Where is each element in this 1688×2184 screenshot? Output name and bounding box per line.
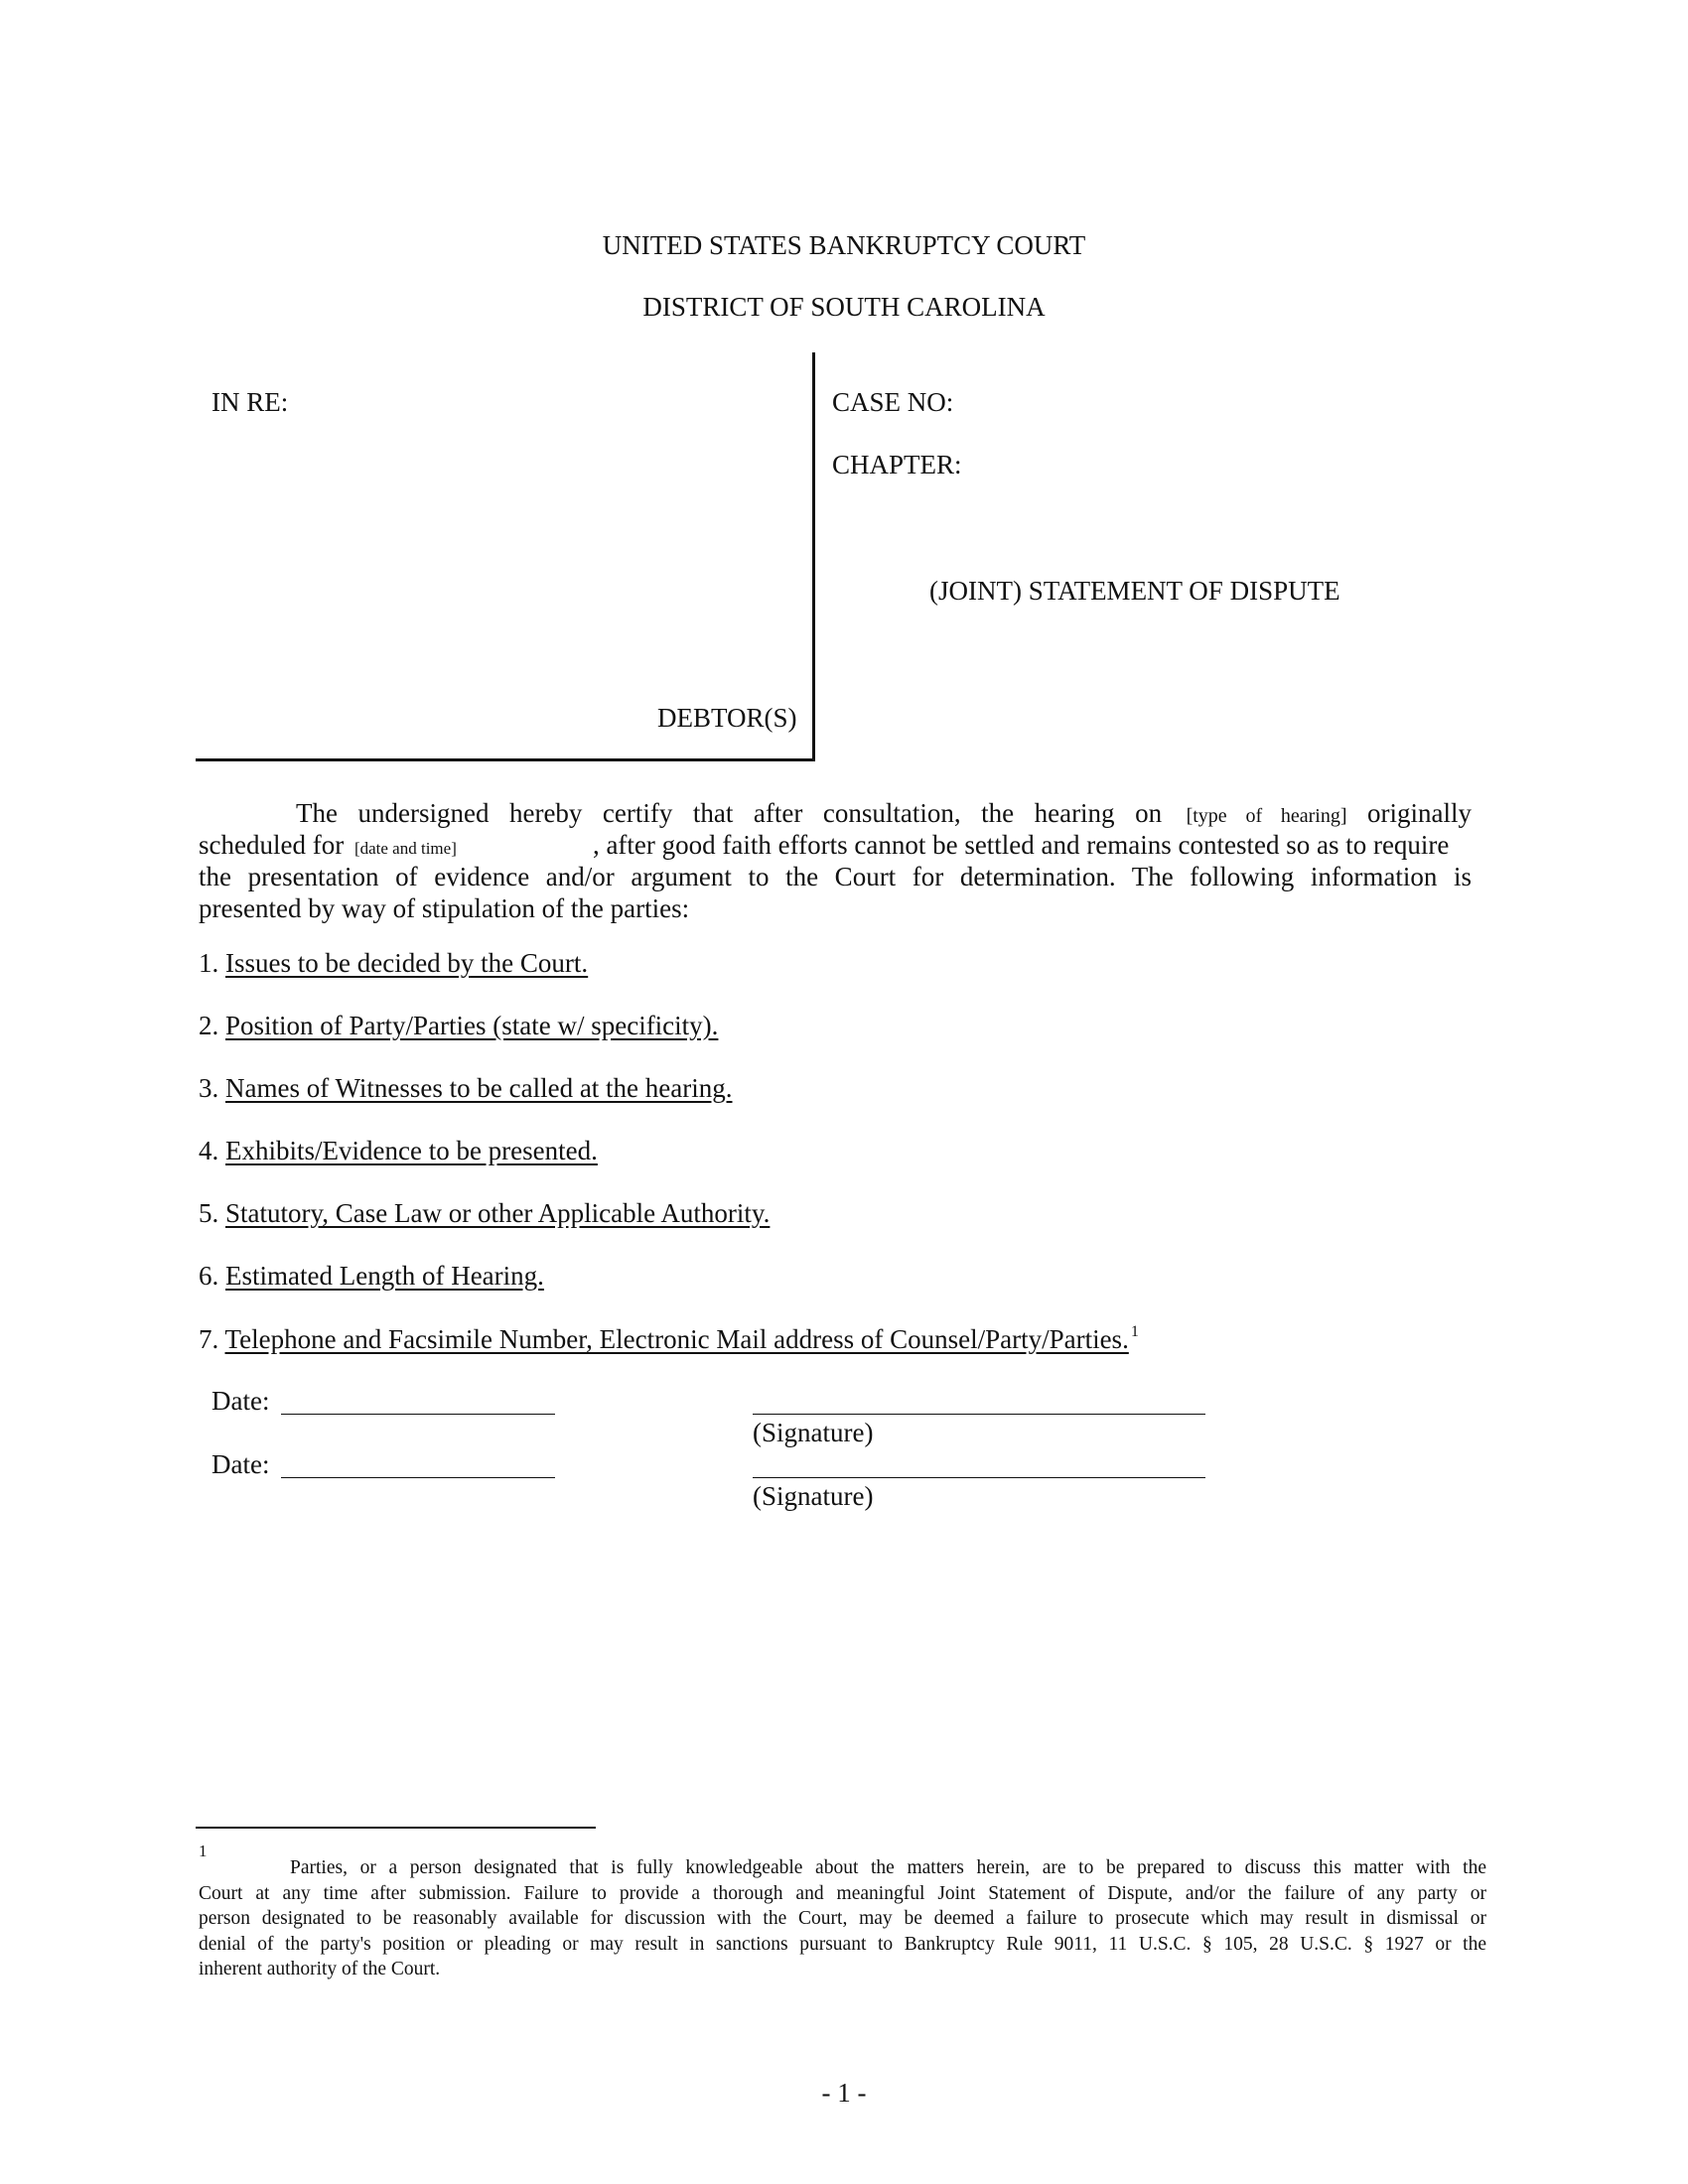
item-4 — [199, 1136, 598, 1166]
item-label: Estimated Length of Hearing. — [225, 1261, 544, 1291]
intro-line-3: the presentation of evidence and/or argument to the Court for determination. The following information is — [199, 862, 1472, 891]
intro-line-1 — [199, 797, 1472, 832]
hearing-type-field[interactable]: [type of hearing] — [1186, 805, 1347, 827]
intro-paragraph — [199, 797, 1472, 926]
intro-line-2-end: , after good faith efforts cannot be settled and remains contested so as to require — [592, 830, 1450, 860]
footnote-line-5: inherent authority of the Court. — [199, 1959, 441, 1979]
footnote-line-1: Parties, or a person designated that is fully knowledgeable about the matters herein, are to be prepared to discuss this matter with the — [290, 1857, 1486, 1878]
item-number: 4. — [199, 1136, 219, 1165]
intro-line-1-text: The undersigned hereby certify that after consultation, the hearing on — [296, 798, 1163, 828]
item-5 — [199, 1198, 770, 1229]
intro-line-4: presented by way of stipulation of the parties: — [199, 893, 690, 923]
date-field-2[interactable] — [281, 1477, 555, 1478]
item-number: 5. — [199, 1198, 219, 1228]
footnote-line-2: Court at any time after submission. Failure to provide a thorough and meaningful Joint Statement of Dispute, and/or the failure of any party or — [199, 1882, 1486, 1904]
item-number: 2. — [199, 1011, 219, 1040]
footnote-text — [199, 1855, 1486, 1982]
item-2 — [199, 1011, 718, 1041]
debtors-label: DEBTOR(S) — [657, 703, 797, 733]
intro-line-1-end: originally — [1367, 798, 1473, 828]
date-time-field[interactable]: [date and time] — [353, 839, 457, 858]
court-name: UNITED STATES BANKRUPTCY COURT — [602, 230, 1086, 260]
district-name: DISTRICT OF SOUTH CAROLINA — [642, 292, 1046, 322]
item-label: Names of Witnesses to be called at the hearing. — [225, 1073, 733, 1103]
footnote-mark: 1 — [199, 1842, 208, 1860]
date-field-1[interactable] — [281, 1414, 555, 1415]
item-label: Position of Party/Parties (state w/ specificity). — [225, 1011, 719, 1040]
caption-horizontal-divider — [196, 758, 815, 761]
date-label-1: Date: — [211, 1386, 270, 1416]
item-number: 6. — [199, 1261, 219, 1291]
footnote-reference[interactable]: 1 — [1130, 1323, 1139, 1340]
item-label: Telephone and Facsimile Number, Electronic Mail address of Counsel/Party/Parties. — [224, 1324, 1129, 1354]
item-label: Exhibits/Evidence to be presented. — [225, 1136, 598, 1165]
item-label: Statutory, Case Law or other Applicable Authority. — [225, 1198, 771, 1228]
chapter-label: CHAPTER: — [832, 450, 962, 479]
in-re-label: IN RE: — [211, 387, 289, 417]
item-6 — [199, 1261, 544, 1292]
footnote-line-4: denial of the party's position or pleading or may result in sanctions pursuant to Bankruptcy Rule 9011, 11 U.S.C. § 105, 28 U.S.C. § 1927 or the — [199, 1933, 1486, 1955]
item-number: 7. — [199, 1324, 219, 1354]
signature-label-2: (Signature) — [753, 1481, 874, 1511]
footnote-line-3: person designated to be reasonably available for discussion with the Court, may be deemed a failure to prosecute which may result in dismissal or — [199, 1908, 1486, 1929]
signature-field-1[interactable] — [753, 1414, 1205, 1415]
signature-field-2[interactable] — [753, 1477, 1205, 1478]
page-number: - 1 - — [821, 2078, 867, 2108]
document-title: (JOINT) STATEMENT OF DISPUTE — [929, 576, 1340, 606]
intro-line-2 — [199, 829, 1472, 865]
item-1 — [199, 948, 588, 979]
item-number: 1. — [199, 948, 219, 978]
footnote-separator — [196, 1827, 596, 1829]
caption-vertical-divider — [812, 352, 815, 761]
case-no-label: CASE NO: — [832, 387, 954, 417]
intro-line-2-start: scheduled for — [199, 830, 345, 860]
item-3 — [199, 1073, 733, 1104]
signature-label-1: (Signature) — [753, 1418, 874, 1447]
item-7 — [199, 1323, 1139, 1355]
item-label: Issues to be decided by the Court. — [225, 948, 589, 978]
date-label-2: Date: — [211, 1449, 270, 1479]
item-number: 3. — [199, 1073, 219, 1103]
